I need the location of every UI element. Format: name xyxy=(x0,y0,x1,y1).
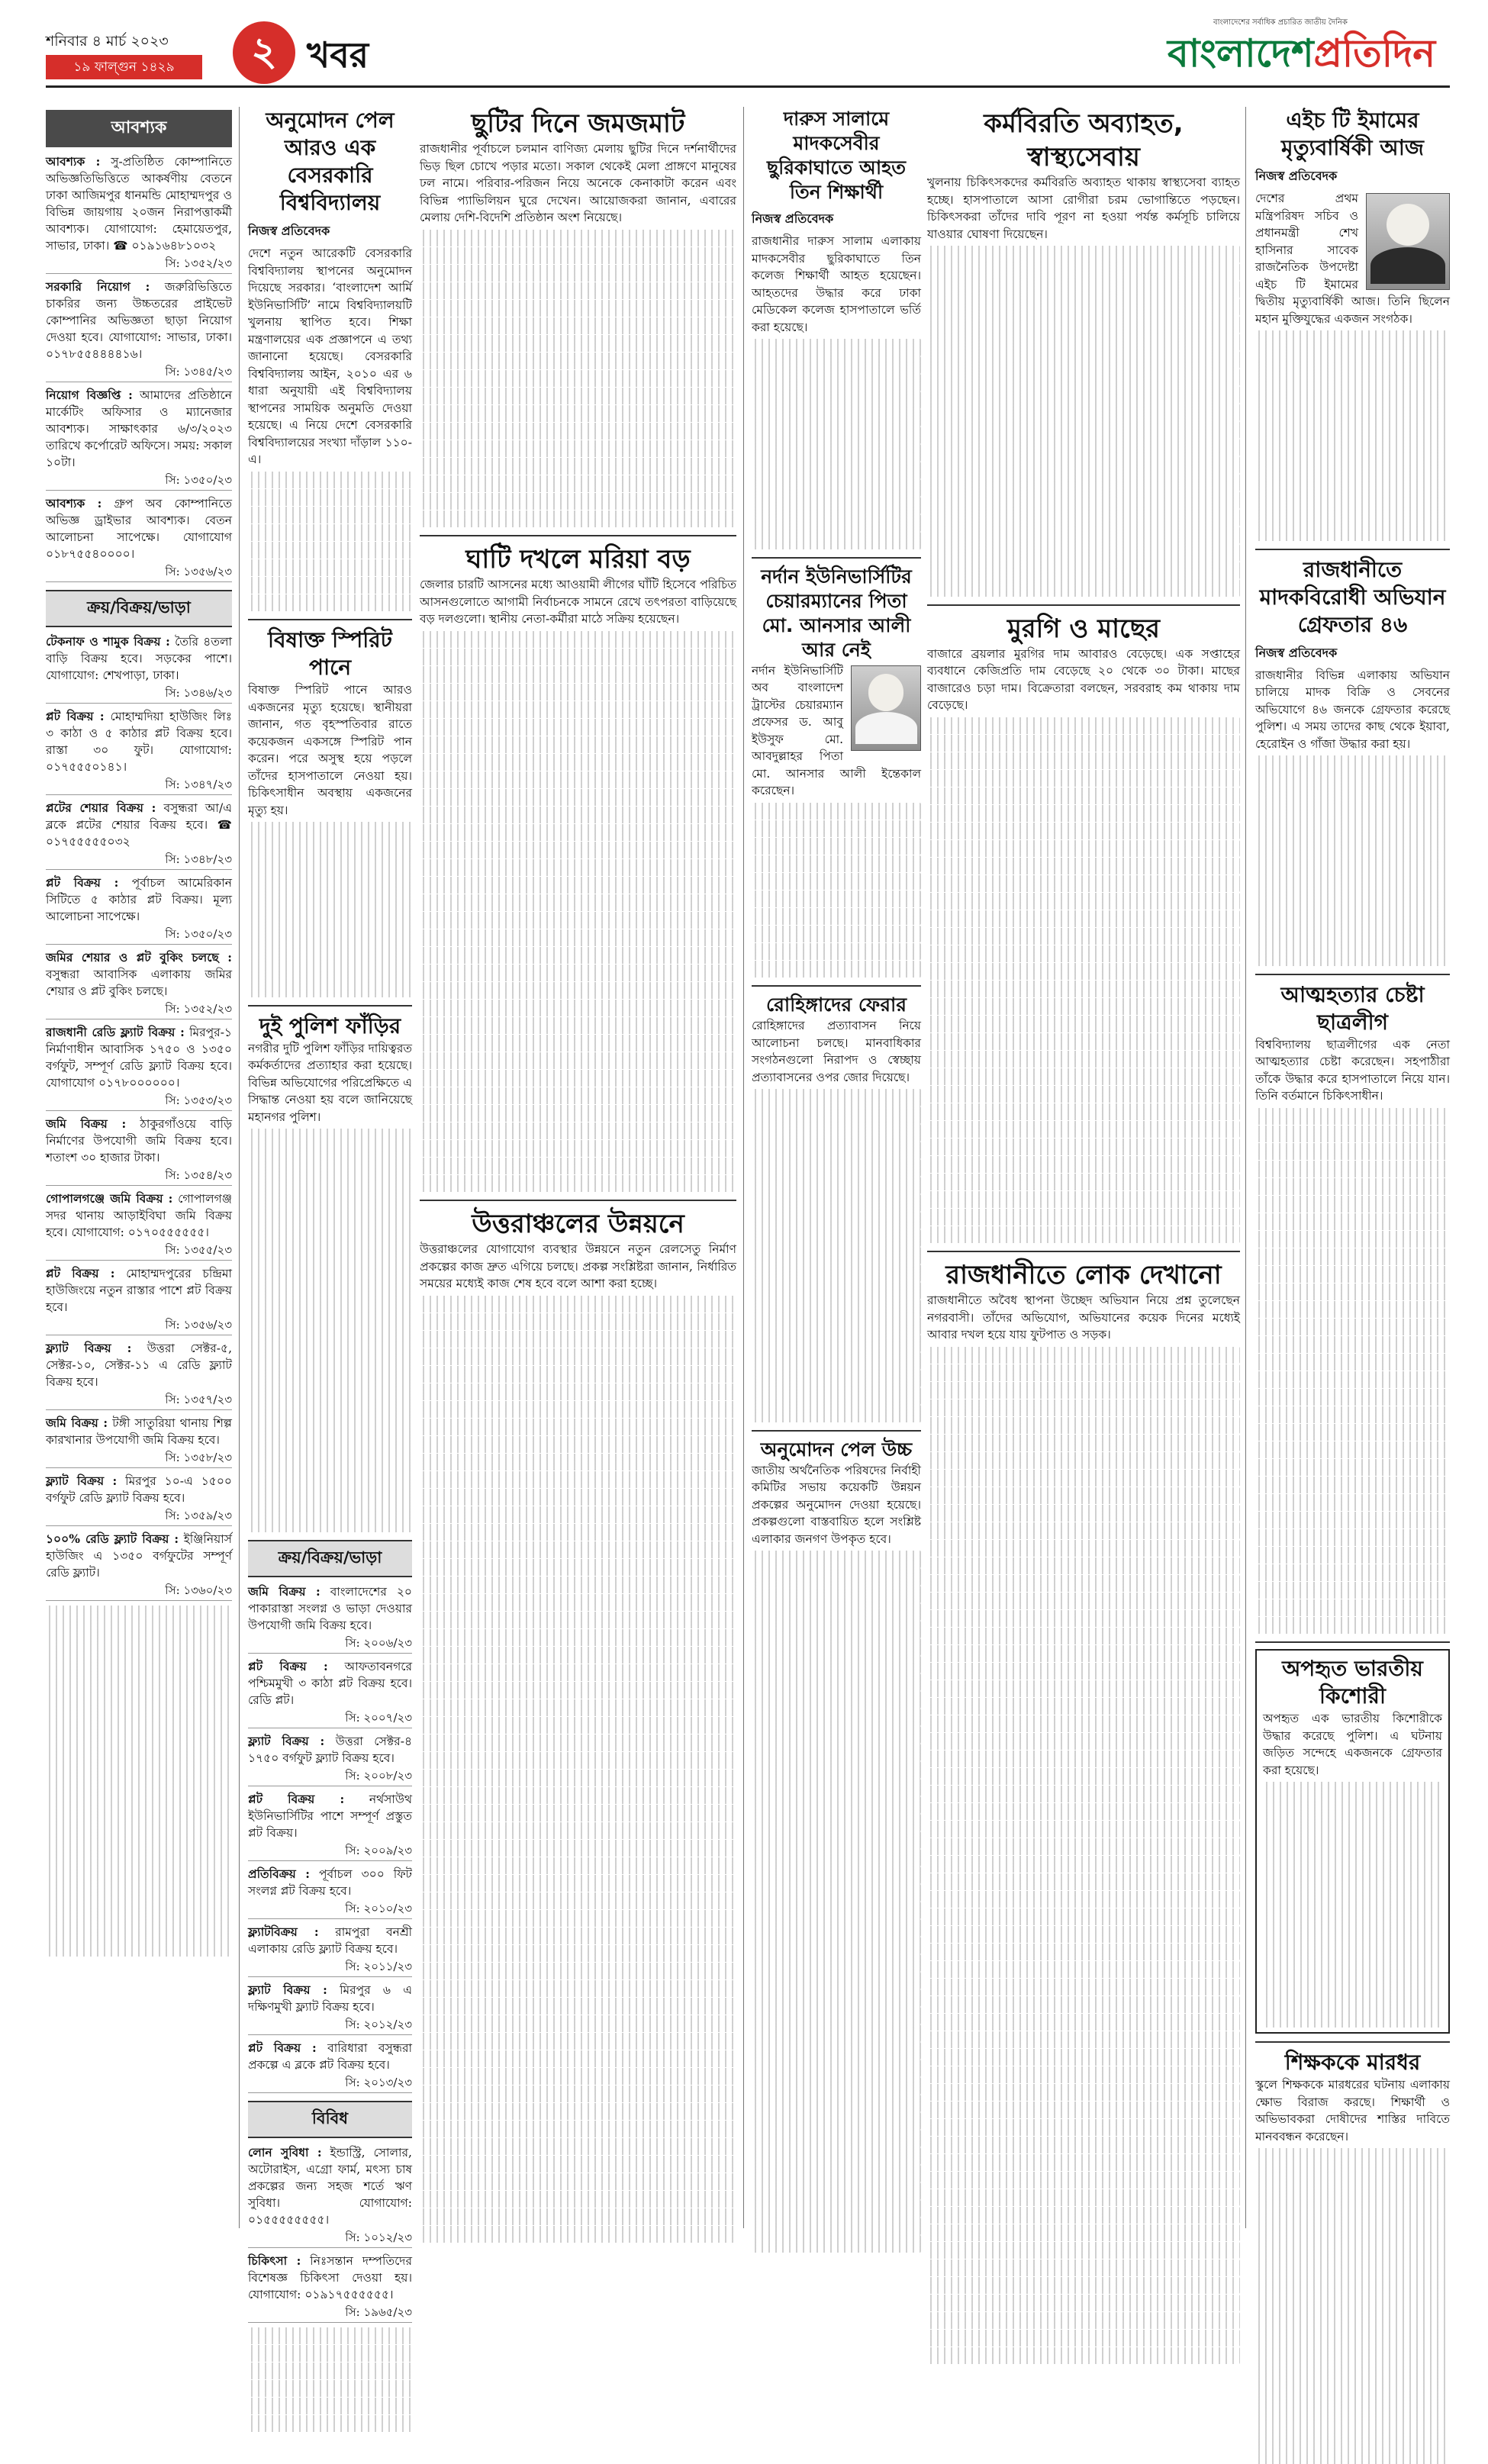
classified-ad-ref: সি: ১৩৫০/২৩ xyxy=(46,926,232,945)
classified-ad-text: বসুন্ধরা আবাসিক এলাকায় জমির শেয়ার ও প্লট বুকিং চলছে। xyxy=(46,968,232,998)
classified-ad xyxy=(46,633,232,684)
masthead xyxy=(0,0,1488,90)
classified-heading-buy-sell-2: ক্রয়/বিক্রয়/ভাড়া xyxy=(248,1540,412,1577)
classified-ad-text: ইঞ্জিনিয়ার্স হাউজিং এ ১৩৫০ বর্গফুটের সম্পূর্ণ রেডি ফ্ল্যাট। xyxy=(46,1532,232,1580)
story-ghat-body: জেলার চারটি আসনের মধ্যে আওয়ামী লীগের ঘাঁটি হিসেবে পরিচিত আসনগুলোতে আগামী নির্বাচনকে সামনে রেখে তৎপরতা বাড়িয়েছে বড় দলগুলো। স্থানীয় নেতা-কর্মীরা মাঠে সক্রিয় হয়েছেন। xyxy=(420,578,736,626)
classified-ad-lead: প্লট বিক্রয় : xyxy=(248,1791,345,1806)
classified-ad-text: পূর্বাচল ৩০০ ফিট সংলগ্ন প্লট বিক্রয় হবে। xyxy=(248,1867,413,1898)
classified-ad-lead: ফ্ল্যাট বিক্রয় : xyxy=(248,1733,325,1748)
classified-ad xyxy=(46,279,232,362)
classified-ad-text: উত্তরা সেক্টর-৫, সেক্টর-১০, সেক্টর-১১ এ রেডি ফ্ল্যাট বিক্রয় হবে। xyxy=(46,1342,232,1389)
story-suicide-body: বিশ্ববিদ্যালয় ছাত্রলীগের এক নেতা আত্মহত্যার চেষ্টা করেছেন। সহপাঠীরা তাঁকে উদ্ধার করে হাসপাতালে নিয়ে যান। তিনি বর্তমানে চিকিৎসাধীন। xyxy=(1255,1037,1450,1103)
classified-ad-lead: আবশ্যক : xyxy=(46,154,101,169)
column-rule xyxy=(239,107,240,2228)
story-holiday-body: রাজধানীর পূর্বাচলে চলমান বাণিজ্য মেলায় ছুটির দিনে দর্শনার্থীদের ভিড় ছিল চোখে পড়ার মতো। সকাল থেকেই মেলা প্রাঙ্গণে মানুষের ঢল নামে। পরিবার-পরিজন নিয়ে অনেকে কেনাকাটা করেন এবং বিভিন্ন প্যাভিলিয়ন ঘুরে দেখেন। আয়োজকরা জানান, এবারের মেলায় দেশি-বিদেশি প্রতিষ্ঠান অংশ নিয়েছে। xyxy=(420,142,736,224)
classified-ad-text: মিরপুর ৬ এ দক্ষিণমুখী ফ্ল্যাট বিক্রয় হবে। xyxy=(248,1982,413,2014)
story-drug-headline: রাজধানীতে মাদকবিরোধী অভিযান গ্রেফতার ৪৬ xyxy=(1259,556,1446,637)
column-rule xyxy=(1245,107,1246,2228)
story-police-body: নগরীর দুটি পুলিশ ফাঁড়ির দায়িত্বরত কর্মকর্তাদের প্রত্যাহার করা হয়েছে। বিভিন্ন অভিযোগের পরিপ্রেক্ষিতে এ সিদ্ধান্ত নেওয়া হয় বলে জানিয়েছে মহানগর পুলিশ। xyxy=(248,1041,412,1124)
classified-ad xyxy=(46,800,232,850)
classified-ad xyxy=(248,2040,412,2073)
classified-jobs-list xyxy=(46,153,232,582)
story-university-byline: নিজস্ব প্রতিবেদক xyxy=(248,224,330,238)
classified-ad-text: সু-প্রতিষ্ঠিত কোম্পানিতে অভিজ্ঞতিভিত্তিতে আকর্ষণীয় বেতনে ঢাকা আজিমপুর ধানমন্ডি মোহাম্মদপুর ও বিভিন্ন জায়গায় ২০জন নিরাপত্তাকর্মী আবশ্যক। যোগাযোগ: হেমায়েতপুর, সাভার, ঢাকা। ☎ ০১৯১৬৪৮১০৩২ xyxy=(46,155,232,253)
classified-ad-text: ইন্ডাস্ট্রি, সোলার, অটোরাইস, এগ্রো ফার্ম, মৎস্য চাষ প্রকল্পের জন্য সহজ শর্তে ঋণ সুবিধা। যোগাযোগ: ০১৫৫৫৫৫৫৫৫। xyxy=(248,2145,412,2227)
classified-ad-lead: ফ্ল্যাট বিক্রয় : xyxy=(46,1474,118,1488)
classified-heading-buy-sell: ক্রয়/বিক্রয়/ভাড়া xyxy=(46,590,232,627)
classified-ad-lead: প্লট বিক্রয় : xyxy=(248,2040,317,2055)
classified-buy-sell-list-2 xyxy=(248,1583,412,2093)
story-hti-headline: এইচ টি ইমামের মৃত্যুবার্ষিকী আজ xyxy=(1281,108,1424,160)
classified-ad-ref: সি: ১৩৫০/২৩ xyxy=(46,472,232,491)
classified-ad xyxy=(248,1658,412,1709)
story-assault-byline: নিজস্ব প্রতিবেদক xyxy=(752,211,834,226)
classified-ad-ref: সি: ১৩৫৮/২৩ xyxy=(46,1450,232,1468)
classified-heading-misc: বিবিধ xyxy=(248,2101,412,2138)
story-teacher-headline: শিক্ষককে মারধর xyxy=(1284,2050,1421,2075)
story-rohingya-body: রোহিঙ্গাদের প্রত্যাবাসন নিয়ে আলোচনা চলছে। মানবাধিকার সংগঠনগুলো নিরাপদ ও স্বেচ্ছায় প্রত্যাবাসনের ওপর জোর দিয়েছে। xyxy=(752,1019,921,1084)
classified-ad-text: আফতাবনগরে পশ্চিমমুখী ৩ কাঠা প্লট বিক্রয় হবে। রেডি প্লট। xyxy=(248,1659,412,1707)
classified-ad-lead: গোপালগঞ্জে জমি বিক্রয় : xyxy=(46,1191,173,1206)
page-number: ২ xyxy=(233,21,295,84)
classified-ad-ref: সি: ২০১১/২৩ xyxy=(248,1959,412,1977)
story-drug-byline: নিজস্ব প্রতিবেদক xyxy=(1255,645,1338,660)
classified-ad-text: জরুরিভিত্তিতে চাকরির জন্য উচ্চতরের প্রাইভেট কোম্পানির অভিজ্ঞতা ছাড়া নিয়োগ দেওয়া হবে। যোগাযোগ: সাভার, ঢাকা। ০১৭৮৫৫৪৪৪৪১৬। xyxy=(46,280,232,361)
story-missing-body: অপহৃত এক ভারতীয় কিশোরীকে উদ্ধার করেছে পুলিশ। এ ঘটনায় জড়িত সন্দেহে একজনকে গ্রেফতার করা হয়েছে। xyxy=(1263,1712,1442,1777)
classified-ad-ref: সি: ১৩৪৬/২৩ xyxy=(46,685,232,704)
classified-ad-lead: ১০০% রেডি ফ্ল্যাট বিক্রয় : xyxy=(46,1532,179,1546)
column-rule xyxy=(743,107,744,2228)
classified-ad-ref: সি: ১০১২/২৩ xyxy=(248,2230,412,2248)
story-obituary-headline: নর্দান ইউনিভার্সিটির চেয়ারম্যানের পিতা মো. আনসার আলী আর নেই xyxy=(761,565,912,661)
missing-girl-box xyxy=(1255,1649,1450,2034)
classified-ad xyxy=(248,1866,412,1899)
classified-ad-ref: সি: ১৩৫৯/২৩ xyxy=(46,1508,232,1526)
classified-ad-lead: রাজধানী রেডি ফ্ল্যাট বিক্রয় : xyxy=(46,1025,185,1039)
story-column-left xyxy=(248,107,413,2319)
classified-ad-text: উত্তরা সেক্টর-৪ ১৭৫০ বর্গফুট ফ্ল্যাট বিক্রয় হবে। xyxy=(248,1734,413,1765)
classified-ad xyxy=(46,387,232,471)
story-development-body: উত্তরাঞ্চলের যোগাযোগ ব্যবস্থার উন্নয়নে নতুন রেলসেতু নির্মাণ প্রকল্পের কাজ দ্রুত এগিয়ে চলছে। প্রকল্প সংশ্লিষ্টরা জানান, নির্ধারিত সময়ের মধ্যেই কাজ শেষ হবে বলে আশা করা হচ্ছে। xyxy=(420,1242,736,1290)
classified-ad-text: টঙ্গী সাতুরিয়া থানায় শিল্প কারখানার উপযোগী জমি বিক্রয় হবে। xyxy=(46,1416,232,1447)
classified-ad-lead: লোন সুবিধা : xyxy=(248,2144,322,2160)
classified-ad-ref: সি: ১৩৫২/২৩ xyxy=(46,1001,232,1019)
classified-ad-text: মোহাম্মদিয়া হাউজিং লিঃ ৩ কাঠা ও ৫ কাঠার প্লট বিক্রয় হবে। রাস্তা ৩০ ফুট। যোগাযোগ: ০১৭৫৫৫০১৪১। xyxy=(46,710,233,774)
story-rohingya-headline: রোহিঙ্গাদের ফেরার xyxy=(765,994,907,1016)
story-chicken-headline: মুরগি ও মাছের xyxy=(1007,613,1160,644)
classified-ad-lead: টেকনাফ ও শামুক বিক্রয় : xyxy=(46,634,170,649)
classified-ad xyxy=(248,1982,412,2015)
classifieds-column xyxy=(46,107,232,2236)
story-capital-headline: রাজধানীতে লোক দেখানো xyxy=(945,1260,1222,1290)
classified-ad xyxy=(248,1583,412,1634)
story-assault-headline: দারুস সালামে মাদকসেবীর ছুরিকাঘাতে আহত তিন শিক্ষার্থী xyxy=(766,108,907,203)
date-english: শনিবার ৪ মার্চ ২০২৩ xyxy=(46,33,169,50)
story-column-mid xyxy=(752,107,921,2236)
classified-ad-ref: সি: ১৩৬০/২৩ xyxy=(46,1583,232,1601)
obituary-photo xyxy=(851,665,921,751)
story-spirit-headline: বিষাক্ত স্পিরিট পানে xyxy=(268,627,392,680)
classified-ad xyxy=(248,2144,412,2228)
classified-ad xyxy=(46,1415,232,1448)
date-bangla: ১৯ ফাল্গুন ১৪২৯ xyxy=(46,55,202,79)
story-permission-headline: অনুমোদন পেল উচ্চ xyxy=(760,1438,913,1461)
classified-ad xyxy=(46,1116,232,1166)
classified-ad-lead: চিকিৎসা : xyxy=(248,2253,301,2268)
classified-ad-lead: জমি বিক্রয় : xyxy=(248,1583,320,1599)
classified-ad-ref: সি: ২০১০/২৩ xyxy=(248,1901,412,1919)
classified-ad-lead: প্লটের শেয়ার বিক্রয় : xyxy=(46,800,156,815)
classified-ad-ref: সি: ২০০৯/২৩ xyxy=(248,1843,412,1861)
story-drug-body: রাজধানীর বিভিন্ন এলাকায় অভিযান চালিয়ে মাদক বিক্রি ও সেবনের অভিযোগে ৪৬ জনকে গ্রেফতার করেছে পুলিশ। এ সময় তাদের কাছ থেকে ইয়াবা, হেরোইন ও গাঁজা উদ্ধার করা হয়। xyxy=(1255,668,1450,751)
classified-ad-ref: সি: ১৩৪৭/২৩ xyxy=(46,777,232,795)
classified-ad-text: বারিধারা বসুন্ধরা প্রকল্পে এ ব্লকে প্লট বিক্রয় হবে। xyxy=(248,2040,412,2072)
classified-ad-lead: প্লট বিক্রয় : xyxy=(248,1658,328,1673)
classified-ad-text: বসুন্ধরা আ/এ ব্লকে প্লটের শেয়ার বিক্রয় হবে। ☎ ০১৭৫৫৫৫৫০৩২ xyxy=(46,801,232,849)
classified-ad xyxy=(46,1531,232,1581)
classified-ad xyxy=(248,1733,412,1767)
classified-ad-text: নিঃসন্তান দম্পতিদের বিশেষজ্ঞ চিকিৎসা দেওয়া হয়। যোগাযোগ: ০১৯১৭৫৫৫৫৫৫। xyxy=(248,2253,412,2301)
classified-ad-text: তৈরি ৪তলা বাড়ি বিক্রয় হবে। সড়কের পাশে। যোগাযোগ: শেখপাড়া, ঢাকা। xyxy=(46,635,232,682)
classified-ad-lead: ফ্ল্যাট বিক্রয় : xyxy=(248,1982,327,1997)
classified-ad-lead: সরকারি নিয়োগ : xyxy=(46,279,150,294)
story-missing-headline: অপহৃত ভারতীয় কিশোরী xyxy=(1282,1656,1423,1709)
story-permission-body: জাতীয় অর্থনৈতিক পরিষদের নির্বাহী কমিটির সভায় কয়েকটি উন্নয়ন প্রকল্পের অনুমোদন দেওয়া হয়েছে। প্রকল্পগুলো বাস্তবায়িত হলে সংশ্লিষ্ট এলাকার জনগণ উপকৃত হবে। xyxy=(752,1463,921,1546)
classified-ad-text: মিরপুর ১০-এ ১৫০০ বর্গফুট রেডি ফ্ল্যাট বিক্রয় হবে। xyxy=(46,1474,233,1505)
classified-ad-lead: আবশ্যক : xyxy=(46,496,102,511)
classified-ad xyxy=(46,1190,232,1241)
classified-ad-lead: ফ্ল্যাটবিক্রয় : xyxy=(248,1924,319,1939)
story-column-center xyxy=(420,107,736,2236)
masthead-rule xyxy=(46,85,1450,88)
classified-ad-lead: নিয়োগ বিজ্ঞপ্তি : xyxy=(46,388,133,402)
story-teacher-body: স্কুলে শিক্ষককে মারধরের ঘটনায় এলাকায় ক্ষোভ বিরাজ করছে। শিক্ষার্থী ও অভিভাবকরা দোষীদের শাস্তির দাবিতে মানববন্ধন করেছেন। xyxy=(1255,2078,1450,2144)
classified-ad-text: বাংলাদেশের ২০ পাকারাস্তা সংলগ্ন ও ভাড়া দেওয়ার উপযোগী জমি বিক্রয় হবে। xyxy=(248,1584,413,1632)
classified-ad xyxy=(46,874,232,925)
classified-ad-lead: ফ্ল্যাট বিক্রয় : xyxy=(46,1341,132,1355)
classified-ad-lead: জমি বিক্রয় : xyxy=(46,1116,127,1131)
classified-ad xyxy=(248,1924,412,1957)
classified-ad-text: নর্থসাউথ ইউনিভার্সিটির পাশে সম্পূর্ণ প্রস্তুত প্লট বিক্রয়। xyxy=(248,1792,412,1840)
classified-ad-ref: সি: ১৩৪৮/২৩ xyxy=(46,852,232,870)
classified-ad xyxy=(248,2253,412,2303)
logo-part-1: বাংলাদেশ xyxy=(1168,31,1314,76)
classified-heading-jobs: আবশ্যক xyxy=(46,110,232,147)
logo-part-2: প্রতিদিন xyxy=(1313,31,1436,76)
story-holiday-headline: ছুটির দিনে জমজমাট xyxy=(471,108,685,139)
story-workers-headline: কর্মবিরতি অব্যাহত, স্বাস্থ্যসেবায় xyxy=(984,108,1184,172)
story-hti-byline: নিজস্ব প্রতিবেদক xyxy=(1255,169,1338,183)
logo-tagline: বাংলাদেশের সর্বাধিক প্রচারিত জাতীয় দৈনিক xyxy=(1213,18,1348,27)
story-spirit-body: বিষাক্ত স্পিরিট পানে আরও একজনের মৃত্যু হয়েছে। স্থানীয়রা জানান, গত বৃহস্পতিবার রাতে কয়েকজন একসঙ্গে স্পিরিট পান করেন। পরে অসুস্থ হয়ে পড়লে তাঁদের হাসপাতালে নেওয়া হয়। চিকিৎসাধীন অবস্থায় একজনের মৃত্যু হয়। xyxy=(248,683,412,817)
newspaper-logo xyxy=(1168,17,1450,81)
classified-ad xyxy=(46,153,232,254)
classified-ad-ref: সি: ২০০৭/২৩ xyxy=(248,1710,412,1728)
classified-ad-text: পূর্বাচল আমেরিকান সিটিতে ৫ কাঠার প্লট বিক্রয়। মূল্য আলোচনা সাপেক্ষে। xyxy=(46,876,232,923)
classified-ad-lead: প্লট বিক্রয় : xyxy=(46,875,119,890)
section-title: খবর xyxy=(307,34,369,76)
classified-ad xyxy=(46,1473,232,1506)
story-column-right-mid xyxy=(927,107,1240,2236)
classified-ad-ref: সি: ২০১৩/২৩ xyxy=(248,2075,412,2093)
classified-ad-text: মিরপুর-১ নির্মাণাধীন আবাসিক ১৭৫০ ও ১৩৫০ বর্গফুট, সম্পূর্ণ রেডি ফ্ল্যাট বিক্রয় হবে। যোগাযোগ ০১৭৮০০০০০০। xyxy=(46,1026,232,1090)
classified-ad-ref: সি: ১৯৬৫/২৩ xyxy=(248,2305,412,2323)
story-workers-body: খুলনায় চিকিৎসকদের কর্মবিরতি অব্যাহত থাকায় স্বাস্থ্যসেবা ব্যাহত হচ্ছে। হাসপাতালে আসা রোগীরা চরম ভোগান্তিতে পড়ছেন। চিকিৎসকরা তাঁদের দাবি পূরণ না হওয়া পর্যন্ত কর্মসূচি চালিয়ে যাওয়ার ঘোষণা দিয়েছেন। xyxy=(927,176,1240,241)
classified-ad-text: ঠাকুরগাঁওয়ে বাড়ি নির্মাণের উপযোগী জমি বিক্রয় হবে। শতাংশ ৩০ হাজার টাকা। xyxy=(46,1117,233,1164)
classified-ad-ref: সি: ১৩৫৬/২৩ xyxy=(46,564,232,582)
classified-ad-text: রামপুরা বনশ্রী এলাকায় রেডি ফ্ল্যাট বিক্রয় হবে। xyxy=(248,1924,412,1956)
logo-text xyxy=(1168,30,1450,77)
classified-ad-ref: সি: ১৩৫৬/২৩ xyxy=(46,1317,232,1335)
classified-ad xyxy=(46,708,232,775)
story-development-headline: উত্তরাঞ্চলের উন্নয়নে xyxy=(472,1209,684,1239)
classified-misc-list xyxy=(248,2144,412,2323)
classified-ad-lead: জমি বিক্রয় : xyxy=(46,1416,108,1430)
classified-ad-ref: সি: ১৩৪৫/২৩ xyxy=(46,364,232,382)
classified-ad-text: আমাদের প্রতিষ্ঠানে মার্কেটিং অফিসার ও ম্যানেজার আবশ্যক। সাক্ষাৎকার ৬/৩/২০২৩ তারিখে কর্পোরেট অফিসে। সময়: সকাল ১০টা। xyxy=(46,388,232,469)
classified-ad-ref: সি: ১৩৫৭/২৩ xyxy=(46,1392,232,1410)
classified-buy-sell-list xyxy=(46,633,232,1601)
story-suicide-headline: আত্মহত্যার চেষ্টা ছাত্রলীগ xyxy=(1280,981,1425,1035)
story-obituary-body: নর্দান ইউনিভার্সিটি অব বাংলাদেশ ট্রাস্টের চেয়ারম্যান প্রফেসর ড. আবু ইউসুফ মো. আবদুল্লাহর পিতা মো. আনসার আলী ইন্তেকাল করেছেন। xyxy=(752,663,921,797)
classified-ad-ref: সি: ১৩৫৪/২৩ xyxy=(46,1168,232,1186)
hti-imam-photo xyxy=(1366,193,1450,290)
story-column-right xyxy=(1255,107,1450,2236)
classified-ad xyxy=(248,1791,412,1841)
story-chicken-body: বাজারে ব্রয়লার মুরগির দাম আবারও বেড়েছে। এক সপ্তাহের ব্যবধানে কেজিপ্রতি দাম বেড়েছে ২০ থেকে ৩০ টাকা। মাছের বাজারেও চড়া দাম। বিক্রেতারা বলছেন, সরবরাহ কম থাকায় দাম বেড়েছে। xyxy=(927,646,1240,712)
classified-ad-text: মোহাম্মদপুরের চন্দ্রিমা হাউজিংয়ে নতুন রাস্তার পাশে প্লট বিক্রয় হবে। xyxy=(46,1267,232,1314)
classified-ad-lead: প্লট বিক্রয় : xyxy=(46,709,105,723)
story-hti-body: দেশের প্রথম মন্ত্রিপরিষদ সচিব ও প্রধানমন্ত্রী শেখ হাসিনার সাবেক রাজনৈতিক উপদেষ্টা এইচ টি ইমামের দ্বিতীয় মৃত্যুবার্ষিকী আজ। তিনি ছিলেন মহান মুক্তিযুদ্ধের একজন সংগঠক। xyxy=(1255,192,1450,326)
classified-ad xyxy=(46,1340,232,1390)
classified-ad-ref: সি: ২০১২/২৩ xyxy=(248,2017,412,2035)
classified-ad-ref: সি: ২০০৬/২৩ xyxy=(248,1635,412,1654)
classified-ad-text: গ্রুপ অব কোম্পানিতে অভিজ্ঞ ড্রাইভার আবশ্যক। বেতন আলোচনা সাপেক্ষে। যোগাযোগ ০১৮৭৫৫৪০০০০। xyxy=(46,497,233,561)
classified-ad-lead: জমির শেয়ার ও প্লট বুকিং চলছে : xyxy=(46,950,232,965)
story-university-headline: অনুমোদন পেল আরও এক বেসরকারি বিশ্ববিদ্যালয় xyxy=(266,108,395,215)
classified-ad-lead: প্রতিবিক্রয় : xyxy=(248,1866,310,1881)
classified-ad-ref: সি: ১৩৫৫/২৩ xyxy=(46,1242,232,1261)
story-capital-body: রাজধানীতে অবৈধ স্থাপনা উচ্ছেদ অভিযান নিয়ে প্রশ্ন তুলেছেন নগরবাসী। তাঁদের অভিযোগ, অভিযানের কয়েক দিনের মধ্যেই আবার দখল হয়ে যায় ফুটপাত ও সড়ক। xyxy=(927,1293,1240,1342)
classified-ad xyxy=(46,1024,232,1091)
classified-ad-text: গোপালগঞ্জ সদর থানায় আড়াইবিঘা জমি বিক্রয় হবে। যোগাযোগ: ০১৭০৫৫৫৫৫৫। xyxy=(46,1192,232,1239)
story-assault-body: রাজধানীর দারুস সালাম এলাকায় মাদকসেবীর ছুরিকাঘাতে তিন কলেজ শিক্ষার্থী আহত হয়েছেন। আহতদের উদ্ধার করে ঢাকা মেডিকেল কলেজ হাসপাতালে ভর্তি করা হয়েছে। xyxy=(752,234,921,334)
classified-ad-ref: সি: ১৩৫৩/২৩ xyxy=(46,1093,232,1111)
classified-ad-ref: সি: ১৩৫২/২৩ xyxy=(46,256,232,274)
classified-ad-lead: প্লট বিক্রয় : xyxy=(46,1266,115,1280)
story-ghat-headline: ঘাটি দখলে মরিয়া বড় xyxy=(465,544,691,575)
classified-ad xyxy=(46,1265,232,1316)
classified-ad-ref: সি: ২০০৮/২৩ xyxy=(248,1768,412,1786)
story-university-body: দেশে নতুন আরেকটি বেসরকারি বিশ্ববিদ্যালয় স্থাপনের অনুমোদন দিয়েছে সরকার। ‘বাংলাদেশ আর্মি ইউনিভার্সিটি’ নামে বিশ্ববিদ্যালয়টি খুলনায় স্থাপিত হবে। শিক্ষা মন্ত্রণালয়ের এক প্রজ্ঞাপনে এ তথ্য জানানো হয়েছে। বেসরকারি বিশ্ববিদ্যালয় আইন, ২০১০ এর ৬ ধারা অনুযায়ী এই বিশ্ববিদ্যালয় স্থাপনের সাময়িক অনুমতি দেওয়া হয়েছে। এ নিয়ে দেশে বেসরকারি বিশ্ববিদ্যালয়ের সংখ্যা দাঁড়াল ১১০-এ। xyxy=(248,246,412,466)
classified-ad xyxy=(46,495,232,562)
story-police-headline: দুই পুলিশ ফাঁড়ির xyxy=(259,1013,401,1039)
classified-ad xyxy=(46,949,232,1000)
